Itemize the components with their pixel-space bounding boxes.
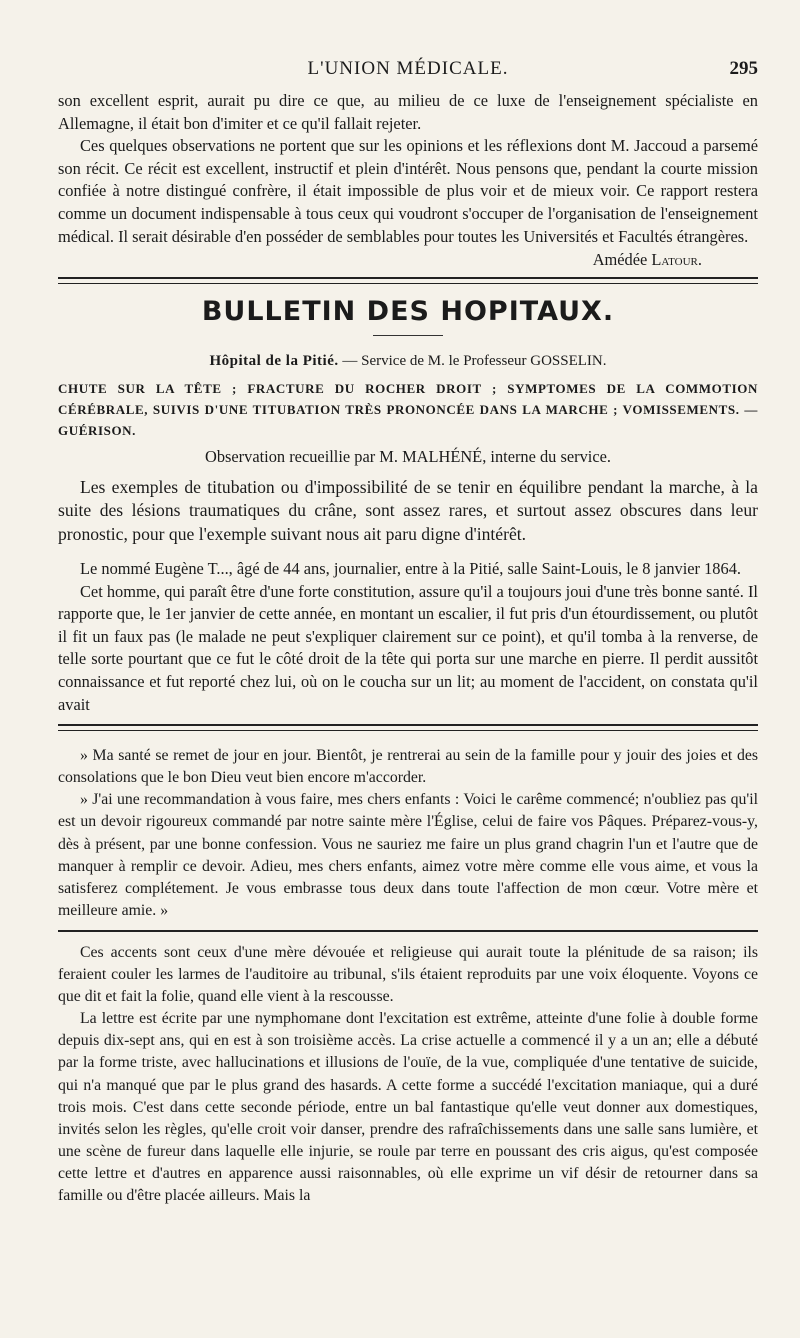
section-title: BULLETIN DES HOPITAUX. (201, 296, 615, 328)
paragraph: son excellent esprit, aurait pu dire ce que, au milieu de ce luxe de l'enseignement spécialiste en Allemagne, il était bon d'imiter et ce qu'il fallait rejeter. (58, 91, 758, 133)
author-first-name: Amédée (592, 250, 648, 270)
observation-credit: Observation recueillie par M. MALHÉNÉ, interne du service. (205, 447, 611, 467)
article-continuation (58, 90, 758, 271)
intro-paragraph: Les exemples de titubation ou d'impossibilité de se tenir en équilibre pendant la marche, à la suite des lésions traumatiques du crâne, sont assez rares, et surtout assez obscures dans leur pronostic, pour que l'exemple suivant nous ait paru digne d'intérêt. (58, 477, 758, 544)
author-last-name: Latour. (651, 250, 702, 270)
letter-paragraph: » J'ai une recommandation à vous faire, mes chers enfants : Voici le carême commencé; n'oubliez pas qu'il est un devoir rigoureux commandé par notre sainte mère l'Église, celui de faire vos Pâques. Préparez-vous-y, dès à présent, par une bonne confession. Vous ne sauriez me faire un plus grand chagrin l'un et l'autre que de manquer à remplir ce devoir. Adieu, mes chers enfants, aimez votre mère comme elle vous aime, et vous la satisferez complétement. Je vous embrasse tous deux dans toute l'affection de mon cœur. Votre mère et meilleure amie. » (58, 791, 758, 919)
text-divider (58, 930, 758, 932)
document-page (0, 54, 800, 1338)
running-header (58, 54, 758, 90)
author-signature (58, 248, 758, 271)
journal-title: L'UNION MÉDICALE. (307, 58, 509, 79)
letter-paragraph: » Ma santé se remet de jour en jour. Bientôt, je rentrerai au sein de la famille pour y jouir des joies et des consolations que le bon Dieu veut bien encore m'accorder. (58, 747, 758, 787)
hospital-service: — Service de M. le Professeur GOSSELIN. (342, 353, 607, 370)
paragraph: Le nommé Eugène T..., âgé de 44 ans, journalier, entre à la Pitié, salle Saint-Louis, le 8 janvier 1864. (80, 559, 741, 579)
case-body (58, 558, 758, 716)
hospital-line (58, 350, 758, 372)
paragraph: Cet homme, qui paraît être d'une forte constitution, assure qu'il a toujours joui d'une très bonne santé. Il rapporte que, le 1er janvier de cette année, en montant un escalier, il fut pris d'un étourdissement, ou plutôt il fit un faux pas (le malade ne peut s'expliquer clairement sur ce point), et qu'il tomba à la renverse, de telle sorte pourtant que ce fut le côté droit de la tête qui porta sur une marche en pierre. Il perdit aussitôt connaissance et fut reporté chez lui, où on le coucha sur un lit; au moment de l'accident, on constata qu'il avait (58, 581, 758, 714)
feuilleton-letter (58, 745, 758, 922)
page-number: 295 (729, 58, 758, 79)
section-divider (58, 277, 758, 284)
case-title: CHUTE SUR LA TÊTE ; FRACTURE DU ROCHER DROIT ; SYMPTOMES DE LA COMMOTION CÉRÉBRALE, SUIVIS D'UNE TITUBATION TRÈS PRONONCÉE DANS LA MARCHE ; VOMISSEMENTS. — GUÉRISON. (58, 381, 758, 439)
feuilleton-body (58, 942, 758, 1207)
feuilleton-divider (58, 724, 758, 731)
paragraph: Ces quelques observations ne portent que sur les opinions et les réflexions dont M. Jaccoud a parsemé son récit. Ce récit est excellent, instructif et plein d'intérêt. Nous pensons que, pendant la courte mission confiée à notre distingué confrère, il était impossible de plus voir et de mieux voir. Ce rapport restera comme un document indispensable à tous ceux qui voudront s'occuper de l'organisation de l'enseignement médical. Il serait désirable d'en posséder de semblables pour toutes les Universités et Facultés étrangères. (58, 136, 758, 246)
paragraph: Ces accents sont ceux d'une mère dévouée et religieuse qui aurait toute la plénitude de sa raison; ils feraient couler les larmes de l'auditoire au tribunal, s'ils étaient reproduits par une voix éloquente. Voyons ce que dit et fait la folie, quand elle vient à la rescousse. (58, 943, 758, 1006)
paragraph: La lettre est écrite par une nymphomane dont l'excitation est extrême, atteinte d'une folie à double forme depuis dix-sept ans, qui en est à son troisième accès. La crise actuelle a commencé il y a un an; elle a débuté par la forme triste, avec hallucinations et illusions de l'ouïe, de la vue, compliquée d'une tentative de suicide, qui n'a manqué que par le plus grand des hasards. A cette forme a succédé l'excitation maniaque, qui a duré trois mois. C'est dans cette seconde période, entre un bal fantastique qu'elle veut donner aux domestiques, invités selon les règles, qu'elle croit voir danser, prendre des rafraîchissements dans une salle sans lumière, et une scène de fureur dans laquelle elle injurie, se roule par terre en poussant des cris aigus, qu'est composée cette lettre et d'autres en apparence aussi raisonnables, où elle exprime un vif désir de retourner dans sa famille ou d'être placée ailleurs. Mais la (58, 1010, 758, 1204)
intro-block (58, 476, 758, 546)
title-underline (373, 335, 443, 336)
hospital-name: Hôpital de la Pitié. (209, 353, 339, 370)
